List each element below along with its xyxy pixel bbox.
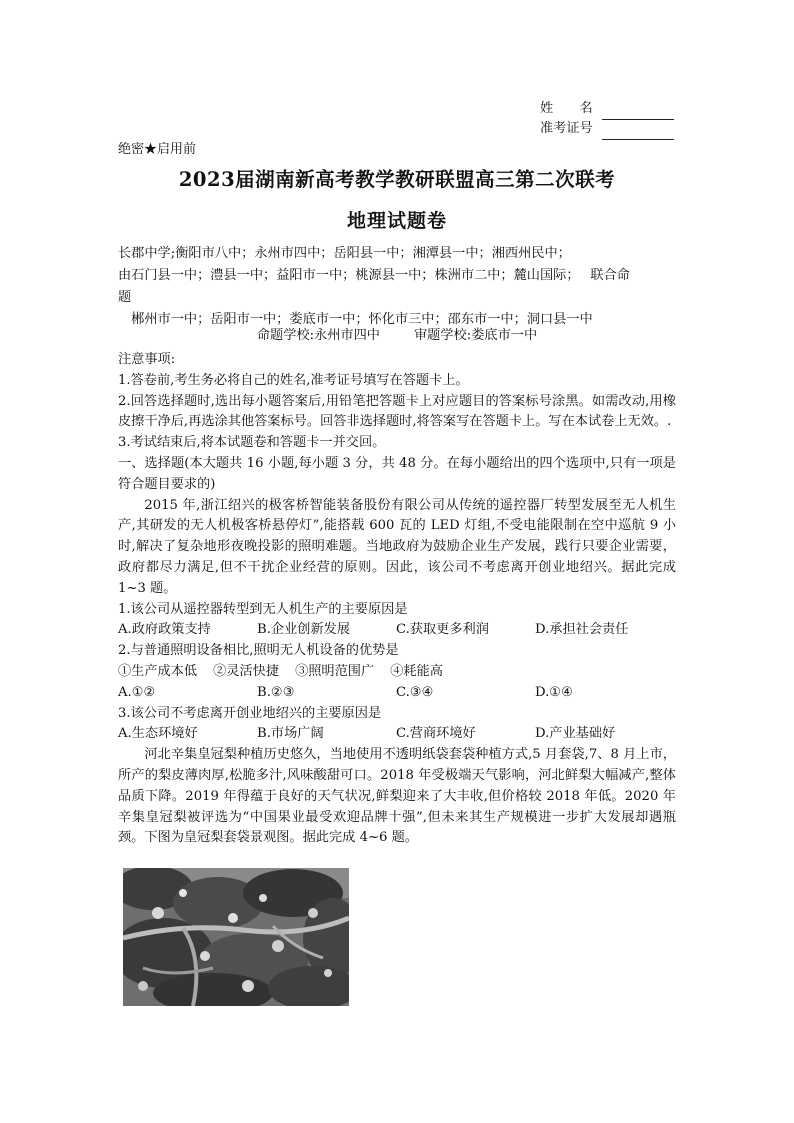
note-item: 2.回答选择题时,选出每小题答案后,用铅笔把答题卡上对应题目的答案标号涂黑。如需改动,用橡皮擦干净后,再选涂其他答案标号。回答非选择题时,将答案写在答题卡上。写在本试卷上无效。. <box>118 393 676 430</box>
exam-subtitle: 地理试题卷 <box>346 210 447 232</box>
option: B.市场广阔 <box>257 726 324 742</box>
option: B.企业创新发展 <box>257 622 351 638</box>
question-3-options <box>118 724 676 745</box>
option: D.产业基础好 <box>535 726 616 742</box>
passage-1: 2015 年,浙江绍兴的极客桥智能装备股份有限公司从传统的遥控器厂转型发展至无人机生产,其研发的无人机极客桥悬停灯”,能搭载 600 瓦的 LED 灯组,不受电能限制在空中巡航 9 小时,解决了复杂地形夜晚投影的照明难题。当地政府为鼓励企业生产发展，践行只要企业需要，政府都尽力满足,但不干扰企业经营的原则。因此，该公司不考虑离开创业地绍兴。据此完成 1~3 题。 <box>118 497 676 596</box>
option: A.①② <box>118 684 156 700</box>
school-list <box>118 243 678 331</box>
option: B.②③ <box>257 684 295 700</box>
question-2-choices <box>118 662 676 683</box>
option: C.获取更多利润 <box>396 622 489 638</box>
name-row <box>540 100 680 120</box>
question-3-stem: 3.该公司不考虑离开创业地绍兴的主要原因是 <box>118 705 382 721</box>
school-line: 题 <box>118 290 132 305</box>
choice: ①生产成本低 <box>118 663 198 679</box>
choice: ③照明范围广 <box>295 663 375 679</box>
reviewer-school: 审题学校:娄底市一中 <box>414 328 538 343</box>
exam-title: 2023届湖南新高考教学教研联盟高三第二次联考 <box>178 168 616 191</box>
question-1-stem: 1.该公司从遥控器转型到无人机生产的主要原因是 <box>118 601 408 617</box>
choice: ②灵活快捷 <box>213 663 280 679</box>
question-2-options <box>118 683 676 704</box>
note-item: 1.答卷前,考生务必将自己的姓名,准考证号填写在答题卡上。 <box>118 372 469 388</box>
name-label: 姓 名 <box>540 101 593 117</box>
option: A.政府政策支持 <box>118 622 211 638</box>
note-item: 3.考试结束后,将本试题卷和答题卡一并交回。 <box>118 435 386 451</box>
option: D.承担社会责任 <box>535 622 629 638</box>
name-blank <box>602 104 674 120</box>
option: C.营商环境好 <box>396 726 476 742</box>
candidate-info <box>540 100 680 140</box>
ticket-label: 准考证号 <box>540 121 593 137</box>
ticket-row <box>540 120 680 140</box>
school-line: 郴州市一中；岳阳市一中；娄底市一中；怀化市三中；邵东市一中；洞口县一中 <box>118 312 593 327</box>
notes-heading: 注意事项: <box>118 352 176 367</box>
section-intro: 一、选择题(本大题共 16 小题,每小题 3 分，共 48 分。在每小题给出的四个选项中,只有一项是符合题目要求的) <box>118 455 676 492</box>
school-line: 长郡中学;衡阳市八中；永州市四中；岳阳县一中；湘潭县一中；湘西州民中； <box>118 246 571 261</box>
choice: ④耗能高 <box>390 663 443 679</box>
question-2-stem: 2.与普通照明设备相比,照明无人机设备的优势是 <box>118 643 399 659</box>
proposer-school: 命题学校:永州市四中 <box>256 328 380 343</box>
exam-body <box>118 350 676 849</box>
committee-line <box>0 326 794 347</box>
school-line: 由石门县一中；澧县一中；益阳市一中；桃源县一中；株洲市二中；麓山国际； 联合命 <box>118 268 630 283</box>
question-1-options <box>118 620 676 641</box>
orchard-image <box>123 868 349 1006</box>
option: C.③④ <box>396 684 434 700</box>
secret-mark: 绝密★启用前 <box>118 142 197 157</box>
pear-orchard-photo <box>123 868 349 1006</box>
option: D.①④ <box>535 684 573 700</box>
passage-2: 河北辛集皇冠梨种植历史悠久，当地使用不透明纸袋套袋种植方式,5 月套袋,7、8 月上市，所产的梨皮薄肉厚,松脆多汁,风味酸甜可口。2018 年受极端天气影响，河北鲜梨大幅减产,整体品质下降。2019 年得蕴于良好的天气状况,鲜梨迎来了大丰收,但价格较 2018 年低。2020 年辛集皇冠梨被评选为“中国果业最受欢迎品牌十强”,但未来其生产规模进一步扩大发展却遇瓶颈。下图为皇冠梨套袋景观图。据此完成 4~6 题。 <box>118 747 676 846</box>
option: A.生态环境好 <box>118 726 198 742</box>
ticket-blank <box>602 124 674 140</box>
